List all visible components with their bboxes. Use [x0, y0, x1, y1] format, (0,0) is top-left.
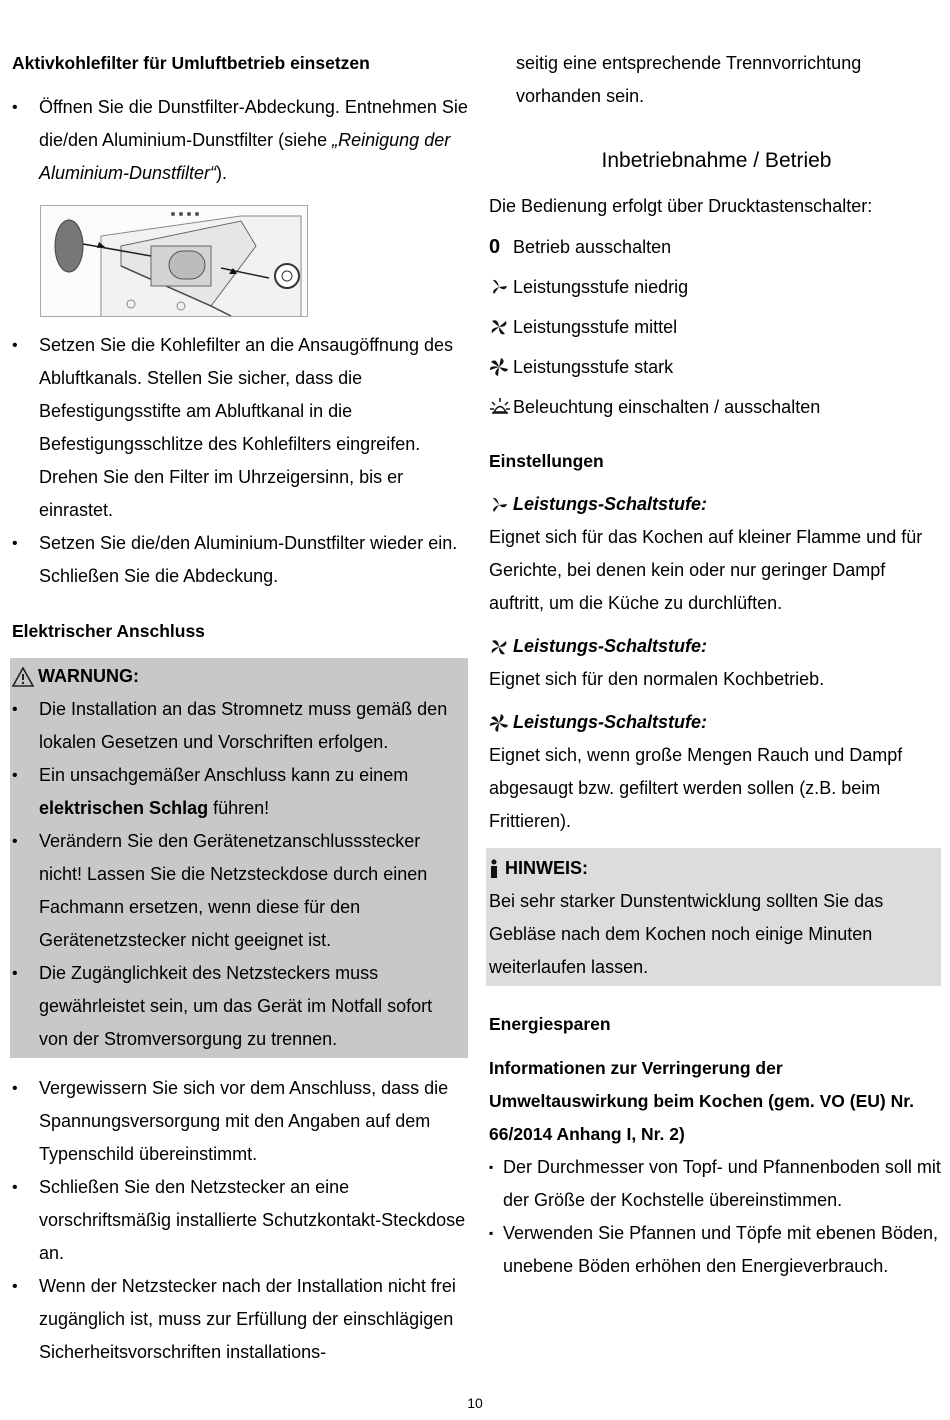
list-item: • Ein unsachgemäßer Anschluss kann zu einem elektrischen Schlag führen! — [12, 759, 464, 825]
list-item: • Setzen Sie die Kohlefilter an die Ansaugöffnung des Abluftkanals. Stellen Sie sicher, dass die Befestigungsstifte am Abluftkanal in die Befestigungsschlitze des Kohlefilters eingreifen. Drehen Sie den Filter im Uhrzeigersinn, bis er einrastet. — [12, 329, 468, 527]
carbon-filter-illustration — [40, 205, 308, 317]
list-item: • Verändern Sie den Gerätenetzanschlussstecker nicht! Lassen Sie die Netzsteckdose durch einen Fachmann ersetzen, wenn diese für den Gerätenetzstecker nicht geeignet ist. — [12, 825, 464, 957]
fan-medium-icon — [489, 318, 513, 336]
list-item: • Die Installation an das Stromnetz muss gemäß den lokalen Gesetzen und Vorschriften erfolgen. — [12, 693, 464, 759]
carbon-filter-list-2 — [12, 329, 468, 593]
hint-label: HINWEIS: — [505, 858, 588, 878]
light-icon — [489, 397, 513, 417]
hint-box — [486, 848, 941, 986]
left-column — [12, 47, 468, 1369]
heading-carbon-filter: Aktivkohlefilter für Umluftbetrieb einsetzen — [12, 53, 370, 73]
operation-list — [489, 227, 944, 427]
energy-subheading: Informationen zur Verringerung der Umweltauswirkung beim Kochen (gem. VO (EU) Nr. 66/2014 Anhang I, Nr. 2) — [489, 1058, 914, 1144]
operation-item-light: Beleuchtung einschalten / ausschalten — [489, 387, 944, 427]
hint-text: Bei sehr starker Dunstentwicklung sollten Sie das Gebläse nach dem Kochen noch einige Minuten weiterlaufen lassen. — [489, 891, 884, 977]
list-item: • Vergewissern Sie sich vor dem Anschluss, dass die Spannungsversorgung mit den Angaben auf dem Typenschild übereinstimmt. — [12, 1072, 468, 1171]
warning-triangle-icon — [12, 667, 38, 687]
warning-box — [10, 658, 468, 1058]
list-item: ▪ Der Durchmesser von Topf- und Pfannenboden soll mit der Größe der Kochstelle übereinstimmen. — [489, 1151, 944, 1217]
hood-drawing — [41, 206, 307, 316]
page-number: 10 — [467, 1395, 483, 1411]
setting-medium: Leistungs-Schaltstufe: Eignet sich für den normalen Kochbetrieb. — [489, 636, 825, 689]
carbon-filter-list — [12, 91, 468, 190]
setting-high: Leistungs-Schaltstufe: Eignet sich, wenn große Mengen Rauch und Dampf abgesaugt bzw. gefiltert werden sollen (z.B. beim Frittieren). — [489, 712, 903, 831]
section-title: Inbetriebnahme / Betrieb — [601, 149, 832, 172]
list-item: • Setzen Sie die/den Aluminium-Dunstfilter wieder ein. Schließen Sie die Abdeckung. — [12, 527, 468, 593]
info-icon — [489, 859, 505, 879]
intro-text: Die Bedienung erfolgt über Drucktastenschalter: — [489, 196, 873, 216]
warning-list — [12, 693, 464, 1056]
list-item: • Die Zugänglichkeit des Netzsteckers muss gewährleistet sein, um das Gerät im Notfall sofort von der Stromversorgung zu trennen. — [12, 957, 464, 1056]
list-item: • Schließen Sie den Netzstecker an eine vorschriftsmäßig installierte Schutzkontakt-Steckdose an. — [12, 1171, 468, 1270]
list-item: • Wenn der Netzstecker nach der Installation nicht frei zugänglich ist, muss zur Erfüllung der einschlägigen Sicherheitsvorschriften installations- — [12, 1270, 468, 1369]
heading-energy: Energiesparen — [489, 1014, 611, 1034]
fan-medium-icon — [489, 638, 513, 656]
electrical-list — [12, 1072, 468, 1369]
fan-high-icon — [489, 714, 513, 732]
continuation-text: seitig eine entsprechende Trennvorrichtung vorhanden sein. — [516, 53, 862, 106]
off-icon: 0 — [489, 235, 501, 258]
list-item: ▪ Verwenden Sie Pfannen und Töpfe mit ebenen Böden, unebene Böden erhöhen den Energieverbrauch. — [489, 1217, 944, 1283]
fan-low-icon — [489, 496, 513, 514]
fan-low-icon — [489, 278, 513, 296]
energy-list — [489, 1151, 944, 1283]
list-item: • Öffnen Sie die Dunstfilter-Abdeckung. Entnehmen Sie die/den Aluminium-Dunstfilter (siehe „Reinigung der Aluminium-Dunstfilter“). — [12, 91, 468, 190]
setting-low: Leistungs-Schaltstufe: Eignet sich für das Kochen auf kleiner Flamme und für Gerichte, bei denen kein oder nur geringer Dampf auftritt, um die Küche zu durchlüften. — [489, 494, 923, 613]
operation-item-medium: Leistungsstufe mittel — [489, 307, 944, 347]
heading-electrical-connection: Elektrischer Anschluss — [12, 621, 205, 641]
operation-item-low: Leistungsstufe niedrig — [489, 267, 944, 307]
right-column — [489, 47, 944, 1283]
heading-settings: Einstellungen — [489, 451, 604, 471]
warning-label: WARNUNG: — [38, 666, 139, 686]
operation-item-high: Leistungsstufe stark — [489, 347, 944, 387]
operation-item-off: 0 Betrieb ausschalten — [489, 227, 944, 267]
fan-high-icon — [489, 358, 513, 376]
